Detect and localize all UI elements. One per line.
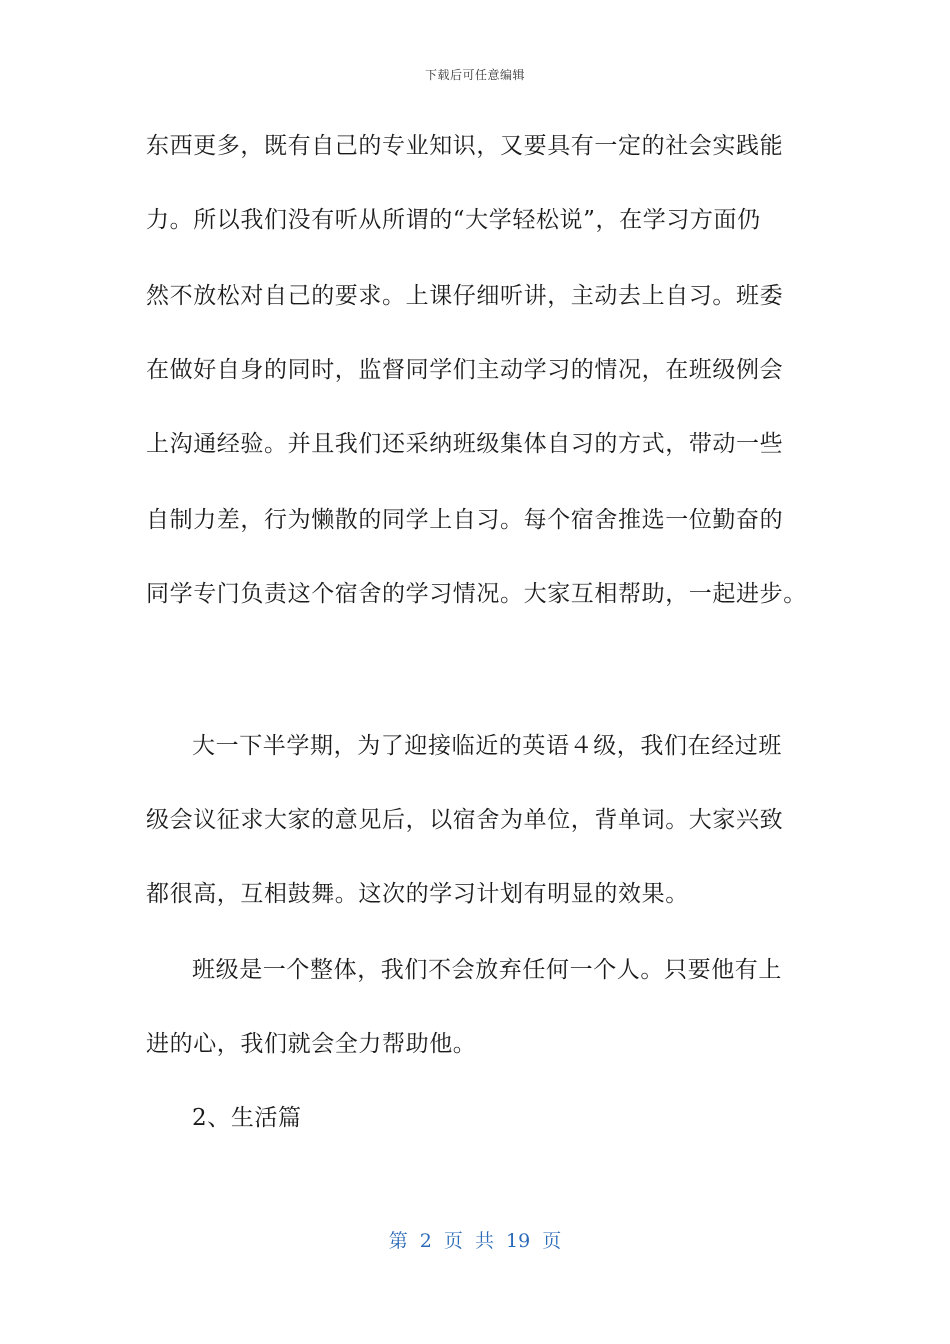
paragraph-line: 然不放松对自己的要求。上课仔细听讲，主动去上自习。班委 xyxy=(146,283,784,309)
paragraph-line: 东西更多，既有自己的专业知识，又要具有一定的社会实践能 xyxy=(146,133,784,159)
paragraph-line: 自制力差，行为懒散的同学上自习。每个宿舍推选一位勤奋的 xyxy=(146,507,784,533)
paragraph-line: 级会议征求大家的意见后，以宿舍为单位，背单词。大家兴致 xyxy=(146,807,784,833)
paragraph-line: 班级是一个整体，我们不会放弃任何一个人。只要他有上 xyxy=(192,957,782,983)
paragraph-line: 同学专门负责这个宿舍的学习情况。大家互相帮助，一起进步。 xyxy=(146,581,807,607)
paragraph-line: 在做好自身的同时，监督同学们主动学习的情况，在班级例会 xyxy=(146,357,784,383)
paragraph-line: 上沟通经验。并且我们还采纳班级集体自习的方式，带动一些 xyxy=(146,431,784,457)
page-number: 第 2 页 共 19 页 xyxy=(388,1230,562,1252)
paragraph-line: 大一下半学期，为了迎接临近的英语４级，我们在经过班 xyxy=(192,733,782,759)
paragraph-line: 都很高，互相鼓舞。这次的学习计划有明显的效果。 xyxy=(146,881,689,907)
header-note: 下载后可任意编辑 xyxy=(424,68,525,82)
section-heading: 2、生活篇 xyxy=(192,1105,302,1131)
paragraph-line: 进的心，我们就会全力帮助他。 xyxy=(146,1031,477,1057)
paragraph-line: 力。所以我们没有听从所谓的“大学轻松说”，在学习方面仍 xyxy=(146,207,761,233)
